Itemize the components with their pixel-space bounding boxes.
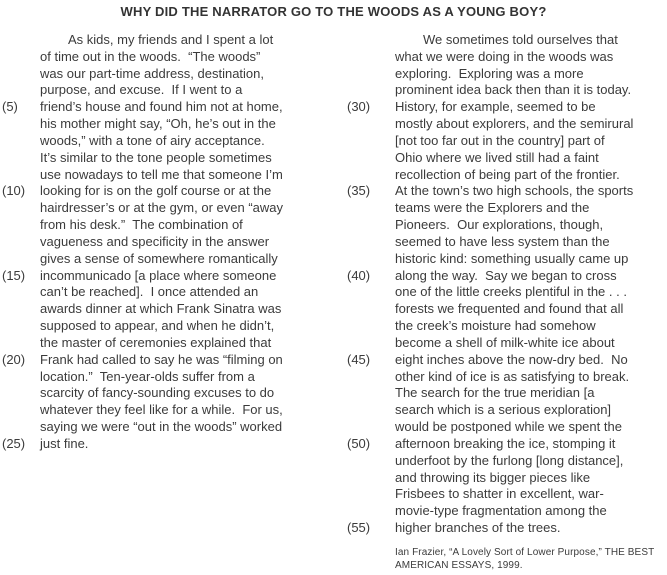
passage-left-column (2, 32, 338, 453)
line-number (347, 385, 395, 402)
line-text: use nowadays to tell me that someone I’m (40, 166, 283, 182)
passage-line (347, 284, 667, 301)
line-text: the master of ceremonies explained that (40, 334, 272, 350)
passage-line (2, 251, 338, 268)
passage-line (2, 436, 338, 453)
line-text: friend’s house and found him not at home, (40, 99, 283, 115)
passage (0, 32, 667, 572)
line-text: become a shell of milk-white ice about (395, 334, 615, 350)
line-text: gives a sense of somewhere romantically (40, 250, 278, 266)
line-number: (15) (2, 267, 26, 283)
line-text: [not too far out in the country] part of (395, 132, 605, 148)
passage-line (347, 470, 667, 487)
line-text: woods,” with a tone of airy acceptance. (40, 132, 265, 148)
line-number (347, 318, 395, 335)
passage-line (347, 301, 667, 318)
line-text: Frisbees to shatter in excellent, war- (395, 486, 604, 502)
line-number: (55) (347, 520, 371, 536)
line-text: search which is a serious exploration] (395, 402, 612, 418)
line-text: just fine. (40, 435, 89, 451)
passage-line (347, 251, 667, 268)
line-number (2, 335, 40, 352)
line-number: (5) (2, 99, 18, 115)
passage-line (2, 32, 338, 49)
passage-line (2, 200, 338, 217)
line-number (347, 82, 395, 99)
line-text: incommunicado [a place where someone (40, 267, 277, 283)
passage-line (347, 133, 667, 150)
line-number (2, 419, 40, 436)
line-number (2, 217, 40, 234)
line-text: was our part-time address, destination, (40, 65, 264, 81)
line-number (347, 66, 395, 83)
line-number: (40) (347, 267, 371, 283)
passage-line (2, 183, 338, 200)
line-number (347, 335, 395, 352)
line-number (347, 503, 395, 520)
line-number (347, 486, 395, 503)
line-text: hairdresser’s or at the gym, or even “away (40, 200, 284, 216)
line-text: would be postponed while we spent the (395, 419, 622, 435)
line-number (2, 150, 40, 167)
passage-line (347, 453, 667, 470)
line-text: History, for example, seemed to be (395, 99, 596, 115)
line-text: other kind of ice is as satisfying to break. (395, 368, 630, 384)
line-text: whatever they feel like for a while. For us, (40, 402, 283, 418)
line-number (2, 32, 40, 49)
line-number: (35) (347, 183, 371, 199)
line-number (2, 133, 40, 150)
passage-line (347, 369, 667, 386)
line-number (347, 234, 395, 251)
passage-right-column (347, 32, 667, 572)
line-number (2, 251, 40, 268)
line-text: Pioneers. Our explorations, though, (395, 217, 604, 233)
line-text: seemed to have less system than the (395, 233, 610, 249)
line-text: The search for the true meridian [a (395, 385, 595, 401)
line-number (347, 301, 395, 318)
line-number (2, 385, 40, 402)
passage-line (2, 150, 338, 167)
line-number (347, 284, 395, 301)
passage-line (2, 402, 338, 419)
passage-line (2, 268, 338, 285)
line-text: awards dinner at which Frank Sinatra was (40, 301, 282, 317)
right-column-lines (347, 32, 667, 537)
passage-line (347, 352, 667, 369)
line-number (347, 217, 395, 234)
line-text: movie-type fragmentation among the (395, 503, 607, 519)
passage-line (2, 369, 338, 386)
line-number (2, 284, 40, 301)
line-text: It’s similar to the tone people sometimes (40, 149, 272, 165)
line-text: As kids, my friends and I spent a lot (68, 32, 274, 47)
line-text: purpose, and excuse. If I went to a (40, 82, 243, 98)
passage-line (347, 335, 667, 352)
line-text: along the way. Say we began to cross (395, 267, 617, 283)
line-number (2, 49, 40, 66)
passage-line (347, 503, 667, 520)
passage-line (347, 234, 667, 251)
passage-line (347, 318, 667, 335)
line-number: (45) (347, 351, 371, 367)
line-text: We sometimes told ourselves that (423, 32, 618, 47)
line-number (2, 167, 40, 184)
line-text: can’t be reached]. I once attended an (40, 284, 259, 300)
citation: Ian Frazier, “A Lovely Sort of Lower Purpose,” THE BEST AMERICAN ESSAYS, 1999. (395, 546, 655, 571)
line-number: (25) (2, 435, 26, 451)
line-text: forests we frequented and found that all (395, 301, 624, 317)
passage-line (347, 66, 667, 83)
passage-line (2, 318, 338, 335)
line-number (347, 470, 395, 487)
line-number: (10) (2, 183, 26, 199)
line-text: Frank had called to say he was “filming on (40, 351, 283, 367)
line-text: higher branches of the trees. (395, 520, 561, 536)
line-text: saying we were “out in the woods” worked (40, 419, 283, 435)
passage-line (2, 99, 338, 116)
passage-line (347, 217, 667, 234)
line-text: afternoon breaking the ice, stomping it (395, 435, 616, 451)
passage-line (347, 402, 667, 419)
passage-line (347, 49, 667, 66)
line-text: exploring. Exploring was a more (395, 65, 584, 81)
passage-line (2, 167, 338, 184)
passage-line (347, 436, 667, 453)
passage-line (2, 217, 338, 234)
line-text: what we were doing in the woods was (395, 48, 614, 64)
passage-line (2, 66, 338, 83)
passage-line (347, 167, 667, 184)
passage-line (2, 301, 338, 318)
passage-line (347, 99, 667, 116)
line-number (347, 369, 395, 386)
passage-line (347, 385, 667, 402)
passage-line (347, 200, 667, 217)
passage-line (347, 486, 667, 503)
line-number (2, 318, 40, 335)
line-text: historic kind: something usually came up (395, 250, 629, 266)
line-number (347, 402, 395, 419)
passage-line (2, 116, 338, 133)
line-number (2, 82, 40, 99)
passage-line (2, 335, 338, 352)
line-number (2, 116, 40, 133)
line-number: (50) (347, 435, 371, 451)
line-number (347, 251, 395, 268)
line-number: (20) (2, 351, 26, 367)
passage-line (2, 234, 338, 251)
line-number (2, 369, 40, 386)
passage-line (347, 32, 667, 49)
passage-line (347, 150, 667, 167)
passage-line (2, 352, 338, 369)
line-number (2, 402, 40, 419)
line-text: eight inches above the now-dry bed. No (395, 351, 628, 367)
line-number (347, 200, 395, 217)
passage-line (2, 284, 338, 301)
line-text: teams were the Explorers and the (395, 200, 590, 216)
line-text: Ohio where we lived still had a faint (395, 149, 599, 165)
line-number (347, 133, 395, 150)
passage-line (2, 385, 338, 402)
line-text: location.” Ten-year-olds suffer from a (40, 368, 255, 384)
passage-line (347, 183, 667, 200)
line-number (2, 66, 40, 83)
line-number (2, 200, 40, 217)
line-number (2, 234, 40, 251)
line-text: prominent idea back then than it is today. (395, 82, 632, 98)
line-text: supposed to appear, and when he didn’t, (40, 318, 275, 334)
passage-line (2, 49, 338, 66)
line-text: from his desk.” The combination of (40, 217, 243, 233)
passage-line (2, 133, 338, 150)
line-text: looking for is on the golf course or at the (40, 183, 272, 199)
passage-line (2, 419, 338, 436)
passage-line (347, 419, 667, 436)
line-text: underfoot by the furlong [long distance], (395, 452, 624, 468)
line-number (347, 167, 395, 184)
line-number (347, 453, 395, 470)
line-number (347, 150, 395, 167)
passage-line (347, 268, 667, 285)
line-text: recollection of being part of the frontier. (395, 166, 620, 182)
line-text: the creek’s moisture had somehow (395, 318, 596, 334)
line-text: At the town’s two high schools, the sports (395, 183, 634, 199)
passage-line (347, 116, 667, 133)
line-text: his mother might say, “Oh, he’s out in the (40, 116, 276, 132)
line-text: of time out in the woods. “The woods” (40, 48, 261, 64)
line-text: scarcity of fancy-sounding excuses to do (40, 385, 275, 401)
line-text: one of the little creeks plentiful in the . . . (395, 284, 627, 300)
line-number (2, 301, 40, 318)
line-number (347, 49, 395, 66)
passage-line (347, 82, 667, 99)
line-number (347, 419, 395, 436)
line-text: mostly about explorers, and the semirural (395, 116, 634, 132)
line-number (347, 116, 395, 133)
passage-line (2, 82, 338, 99)
line-text: vagueness and specificity in the answer (40, 233, 270, 249)
line-text: and throwing its bigger pieces like (395, 469, 591, 485)
page-title: WHY DID THE NARRATOR GO TO THE WOODS AS A YOUNG BOY? (120, 4, 547, 19)
line-number (347, 32, 395, 49)
line-number: (30) (347, 99, 371, 115)
passage-line (347, 520, 667, 537)
